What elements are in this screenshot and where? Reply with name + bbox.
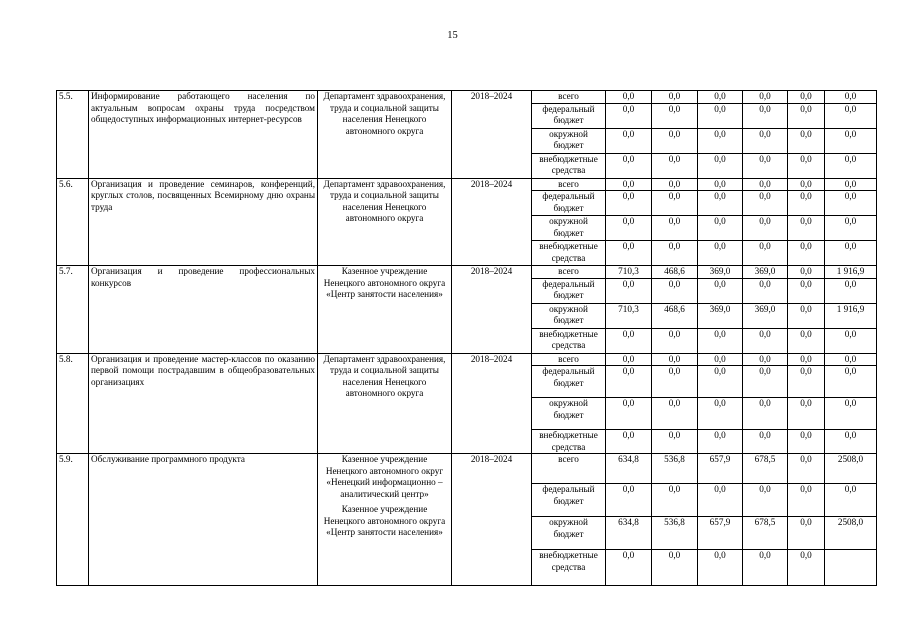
responsible-executor — [318, 353, 452, 454]
funding-source: внебюджетные средства — [532, 153, 606, 178]
funding-value: 0,0 — [698, 484, 743, 517]
funding-source: внебюджетные средства — [532, 328, 606, 353]
implementation-period: 2018–2024 — [452, 91, 532, 179]
funding-value: 0,0 — [698, 91, 743, 104]
funding-value: 0,0 — [788, 517, 825, 550]
funding-value: 0,0 — [698, 191, 743, 216]
funding-source: окружной бюджет — [532, 398, 606, 430]
page-number: 15 — [447, 30, 458, 41]
funding-value: 0,0 — [743, 103, 788, 128]
program-table — [56, 90, 877, 586]
executor-name: Казенное учреждение Ненецкого автономного округа «Центр занятости населения» — [323, 504, 446, 537]
funding-value: 0,0 — [788, 178, 825, 191]
row-number: 5.8. — [57, 353, 89, 454]
executor-name: Департамент здравоохранения, труда и социальной защиты населения Ненецкого автономного округа — [323, 178, 446, 223]
funding-value: 0,0 — [743, 398, 788, 430]
funding-value: 369,0 — [698, 266, 743, 279]
funding-source: внебюджетные средства — [532, 550, 606, 586]
funding-value: 0,0 — [743, 550, 788, 586]
funding-value: 0,0 — [825, 153, 877, 178]
funding-value: 0,0 — [606, 191, 652, 216]
funding-value: 0,0 — [606, 353, 652, 366]
funding-value: 0,0 — [788, 550, 825, 586]
funding-value: 0,0 — [788, 128, 825, 153]
funding-value: 0,0 — [698, 128, 743, 153]
activity-name: Обслуживание программного продукта — [89, 454, 318, 586]
row-number: 5.5. — [57, 91, 89, 179]
funding-value — [825, 550, 877, 586]
funding-value: 0,0 — [652, 430, 698, 454]
funding-value: 369,0 — [698, 303, 743, 328]
funding-value: 0,0 — [743, 241, 788, 266]
funding-value: 0,0 — [698, 328, 743, 353]
funding-value: 0,0 — [652, 278, 698, 303]
funding-value: 0,0 — [698, 153, 743, 178]
funding-value: 710,3 — [606, 303, 652, 328]
funding-value: 0,0 — [698, 550, 743, 586]
responsible-executor — [318, 266, 452, 354]
funding-value: 0,0 — [743, 153, 788, 178]
executor-name: Департамент здравоохранения, труда и социальной защиты населения Ненецкого автономного округа — [323, 353, 446, 398]
funding-source: внебюджетные средства — [532, 241, 606, 266]
funding-source: федеральный бюджет — [532, 484, 606, 517]
funding-source: окружной бюджет — [532, 303, 606, 328]
funding-value: 0,0 — [743, 128, 788, 153]
responsible-executor — [318, 91, 452, 179]
funding-value: 0,0 — [788, 241, 825, 266]
funding-value: 678,5 — [743, 454, 788, 484]
responsible-executor — [318, 178, 452, 266]
funding-value: 0,0 — [606, 278, 652, 303]
funding-value: 0,0 — [698, 241, 743, 266]
funding-value: 0,0 — [788, 266, 825, 279]
funding-value: 0,0 — [606, 91, 652, 104]
row-number: 5.9. — [57, 454, 89, 586]
funding-value: 0,0 — [698, 278, 743, 303]
funding-value: 0,0 — [825, 178, 877, 191]
funding-value: 0,0 — [606, 216, 652, 241]
funding-value: 657,9 — [698, 454, 743, 484]
funding-value: 0,0 — [788, 103, 825, 128]
responsible-executor — [318, 454, 452, 586]
funding-value: 0,0 — [788, 216, 825, 241]
funding-value: 0,0 — [743, 484, 788, 517]
funding-value: 0,0 — [788, 278, 825, 303]
funding-value: 0,0 — [743, 91, 788, 104]
funding-source: всего — [532, 178, 606, 191]
table-row — [57, 353, 877, 366]
funding-value: 0,0 — [825, 328, 877, 353]
funding-value: 0,0 — [652, 91, 698, 104]
funding-value: 0,0 — [743, 328, 788, 353]
funding-value: 0,0 — [825, 103, 877, 128]
activity-name: Организация и проведение семинаров, конференций, круглых столов, посвященных Всемирному дню охраны труда — [89, 178, 318, 266]
funding-value: 0,0 — [652, 484, 698, 517]
funding-source: всего — [532, 353, 606, 366]
executor-name: Департамент здравоохранения, труда и социальной защиты населения Ненецкого автономного округа — [323, 91, 446, 136]
funding-value: 710,3 — [606, 266, 652, 279]
funding-value: 0,0 — [698, 430, 743, 454]
funding-value: 634,8 — [606, 454, 652, 484]
funding-source: всего — [532, 266, 606, 279]
implementation-period: 2018–2024 — [452, 266, 532, 354]
funding-value: 0,0 — [652, 366, 698, 398]
funding-value: 0,0 — [652, 328, 698, 353]
table-row — [57, 91, 877, 104]
funding-value: 536,8 — [652, 454, 698, 484]
funding-value: 0,0 — [743, 216, 788, 241]
funding-source: федеральный бюджет — [532, 278, 606, 303]
funding-value: 0,0 — [825, 241, 877, 266]
funding-value: 0,0 — [652, 153, 698, 178]
funding-value: 0,0 — [652, 216, 698, 241]
funding-value: 0,0 — [788, 91, 825, 104]
funding-value: 0,0 — [652, 353, 698, 366]
funding-value: 536,8 — [652, 517, 698, 550]
funding-value: 0,0 — [788, 454, 825, 484]
funding-value: 0,0 — [606, 484, 652, 517]
funding-value: 0,0 — [825, 430, 877, 454]
funding-value: 0,0 — [788, 328, 825, 353]
funding-value: 0,0 — [698, 103, 743, 128]
funding-value: 0,0 — [743, 430, 788, 454]
funding-source: федеральный бюджет — [532, 191, 606, 216]
funding-value: 0,0 — [698, 398, 743, 430]
funding-source: федеральный бюджет — [532, 103, 606, 128]
row-number: 5.6. — [57, 178, 89, 266]
funding-value: 0,0 — [606, 153, 652, 178]
row-number: 5.7. — [57, 266, 89, 354]
funding-value: 0,0 — [698, 178, 743, 191]
funding-value: 0,0 — [743, 191, 788, 216]
funding-value: 0,0 — [606, 128, 652, 153]
funding-value: 0,0 — [652, 191, 698, 216]
funding-value: 0,0 — [652, 128, 698, 153]
funding-value: 0,0 — [698, 353, 743, 366]
executor-name: Казенное учреждение Ненецкого автономного округ «Ненецкий информационно – аналитический центр» — [325, 454, 444, 499]
funding-source: федеральный бюджет — [532, 366, 606, 398]
funding-value: 369,0 — [743, 266, 788, 279]
funding-value: 0,0 — [788, 398, 825, 430]
funding-source: окружной бюджет — [532, 128, 606, 153]
funding-value: 468,6 — [652, 266, 698, 279]
funding-source: окружной бюджет — [532, 216, 606, 241]
activity-name: Организация и проведение мастер-классов по оказанию первой помощи пострадавшим в общеобразовательных организациях — [89, 353, 318, 454]
table-row — [57, 454, 877, 484]
funding-value: 634,8 — [606, 517, 652, 550]
table-row — [57, 266, 877, 279]
funding-value: 369,0 — [743, 303, 788, 328]
funding-value: 0,0 — [788, 484, 825, 517]
funding-value: 0,0 — [743, 353, 788, 366]
funding-value: 0,0 — [788, 353, 825, 366]
activity-name: Информирование работающего населения по актуальным вопросам охраны труда посредством общедоступных информационных интернет-ресурсов — [89, 91, 318, 179]
funding-value: 0,0 — [698, 216, 743, 241]
funding-value: 0,0 — [652, 550, 698, 586]
funding-source: всего — [532, 91, 606, 104]
funding-value: 468,6 — [652, 303, 698, 328]
executor-name: Казенное учреждение Ненецкого автономного округа «Центр занятости населения» — [323, 266, 446, 299]
funding-value: 0,0 — [698, 366, 743, 398]
funding-value: 0,0 — [743, 178, 788, 191]
funding-value: 0,0 — [606, 398, 652, 430]
funding-value: 2508,0 — [825, 517, 877, 550]
funding-value: 0,0 — [606, 178, 652, 191]
funding-value: 0,0 — [788, 191, 825, 216]
implementation-period: 2018–2024 — [452, 353, 532, 454]
funding-value: 0,0 — [825, 484, 877, 517]
funding-value: 0,0 — [788, 430, 825, 454]
funding-value: 0,0 — [788, 153, 825, 178]
funding-value: 0,0 — [788, 366, 825, 398]
funding-value: 0,0 — [606, 241, 652, 266]
funding-value: 2508,0 — [825, 454, 877, 484]
funding-value: 0,0 — [606, 550, 652, 586]
funding-value: 0,0 — [606, 103, 652, 128]
funding-value: 0,0 — [606, 430, 652, 454]
funding-value: 0,0 — [825, 128, 877, 153]
funding-value: 657,9 — [698, 517, 743, 550]
funding-value: 0,0 — [825, 191, 877, 216]
funding-value: 0,0 — [825, 91, 877, 104]
funding-value: 0,0 — [825, 278, 877, 303]
funding-value: 678,5 — [743, 517, 788, 550]
funding-value: 0,0 — [825, 398, 877, 430]
funding-value: 0,0 — [825, 366, 877, 398]
funding-value: 0,0 — [652, 398, 698, 430]
implementation-period: 2018–2024 — [452, 178, 532, 266]
funding-value: 0,0 — [652, 178, 698, 191]
funding-value: 0,0 — [788, 303, 825, 328]
funding-source: окружной бюджет — [532, 517, 606, 550]
funding-source: всего — [532, 454, 606, 484]
funding-value: 0,0 — [825, 216, 877, 241]
activity-name: Организация и проведение профессиональных конкурсов — [89, 266, 318, 354]
funding-value: 1 916,9 — [825, 266, 877, 279]
funding-value: 0,0 — [606, 366, 652, 398]
funding-value: 1 916,9 — [825, 303, 877, 328]
funding-value: 0,0 — [743, 366, 788, 398]
funding-value: 0,0 — [606, 328, 652, 353]
funding-source: внебюджетные средства — [532, 430, 606, 454]
funding-value: 0,0 — [743, 278, 788, 303]
funding-value: 0,0 — [825, 353, 877, 366]
table-row — [57, 178, 877, 191]
implementation-period: 2018–2024 — [452, 454, 532, 586]
funding-value: 0,0 — [652, 103, 698, 128]
funding-value: 0,0 — [652, 241, 698, 266]
